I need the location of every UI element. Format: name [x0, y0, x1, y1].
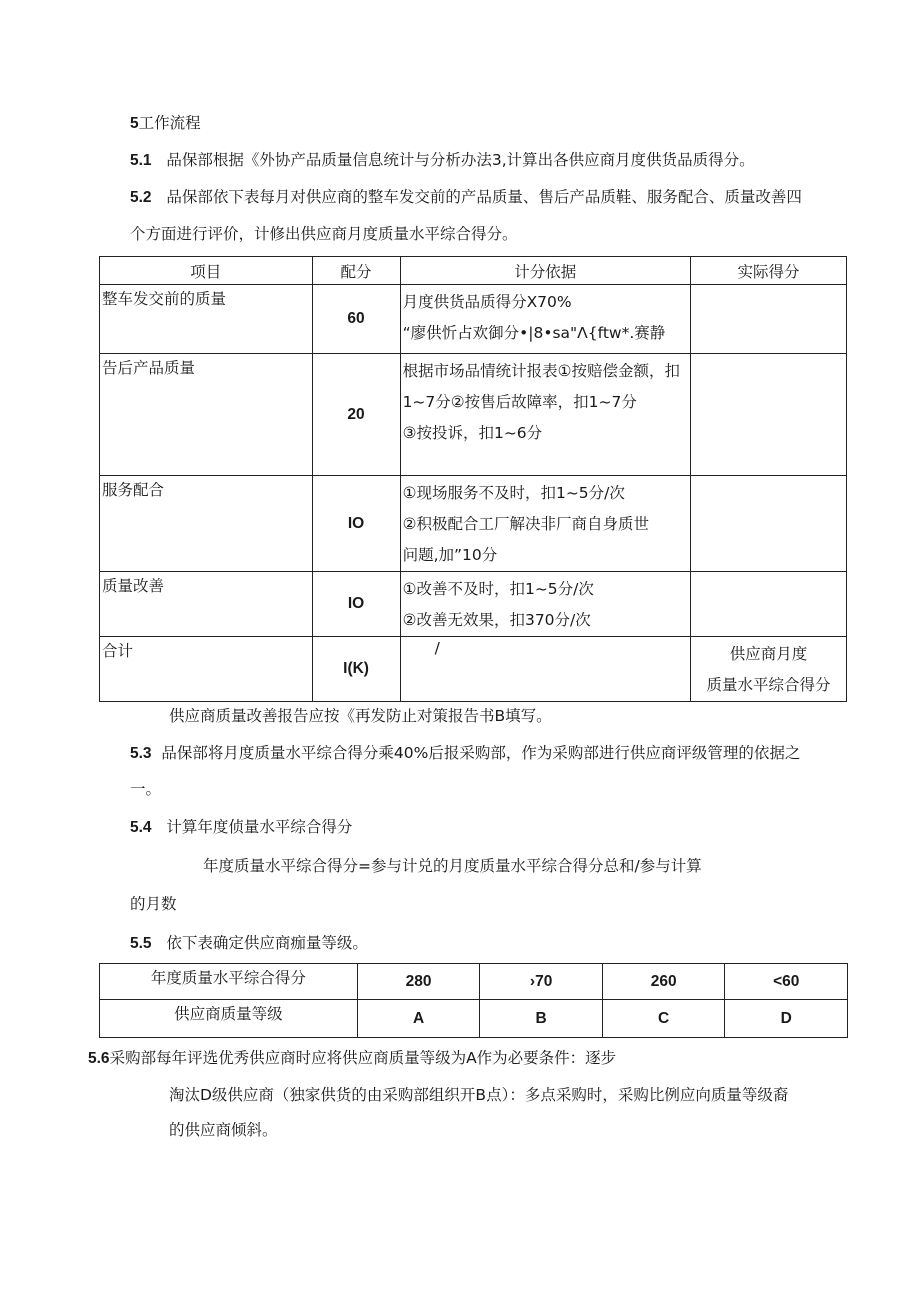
row-score: IO — [312, 476, 400, 572]
table-total-row — [100, 637, 847, 702]
total-item: 合计 — [100, 637, 313, 702]
total-basis: / — [400, 637, 690, 702]
paragraph-5-3-cont: 一。 — [130, 780, 162, 798]
total-score: I(K) — [312, 637, 400, 702]
grade-level-row — [100, 1000, 848, 1038]
table-row — [100, 354, 847, 476]
row-actual — [691, 285, 847, 354]
row-basis: 月度供货品质得分X70% “廖供忻占欢御分•|8•sa"Λ{ftw*.赛静 — [400, 285, 690, 354]
grade-score-label: 年度质量水平综合得分 — [100, 964, 358, 1000]
paragraph-5-6-end: 的供应商倾斜。 — [169, 1121, 278, 1139]
grade-score-row — [100, 964, 848, 1000]
paragraph-5-2: 5.2 品保部依下表每月对供应商的整车发交前的产品质量、售后产品质鞋、服务配合、质量改善四 — [130, 188, 802, 206]
row-item: 整车发交前的质量 — [100, 285, 313, 354]
row-score: IO — [312, 572, 400, 637]
total-actual: 供应商月度 质量水平综合得分 — [691, 637, 847, 702]
row-score: 60 — [312, 285, 400, 354]
evaluation-table — [99, 256, 847, 702]
header-item: 项目 — [100, 257, 313, 285]
paragraph-5-5: 5.5 依下表确定供应商痂量等级。 — [130, 934, 368, 952]
paragraph-5-4: 5.4 计算年度侦量水平综合得分 — [130, 818, 353, 836]
report-note: 供应商质量改善报告应按《再发防止对策报告书B填写。 — [169, 707, 552, 725]
row-basis: ①现场服务不及时，扣1~5分/次 ②积极配合工厂解决非厂商自身质世 问题,加”10分 — [400, 476, 690, 572]
paragraph-5-2-cont: 个方面进行评价，计修出供应商月度质量水平综合得分。 — [130, 225, 518, 243]
paragraph-5-3: 5.3 品保部将月度质量水平综合得分乘40%后报采购部，作为采购部进行供应商评级管理的依据之 — [130, 744, 801, 762]
grade-score-value: 260 — [602, 964, 725, 1000]
grade-level-value: B — [480, 1000, 603, 1038]
header-actual: 实际得分 — [691, 257, 847, 285]
grade-level-label: 供应商质量等级 — [100, 1000, 358, 1038]
row-actual — [691, 476, 847, 572]
paragraph-5-6-cont: 淘汰D级供应商（独家供货的由采购部组织开B点）：多点采购时，采购比例应向质量等级裔 — [169, 1086, 789, 1104]
header-score: 配分 — [312, 257, 400, 285]
header-basis: 计分依据 — [400, 257, 690, 285]
row-item: 告后产品质量 — [100, 354, 313, 476]
table-row — [100, 285, 847, 354]
section-heading: 5工作流程 — [130, 114, 201, 132]
row-item: 服务配合 — [100, 476, 313, 572]
row-actual — [691, 572, 847, 637]
table-row — [100, 572, 847, 637]
table-header-row — [100, 257, 847, 285]
paragraph-5-6: 5.6采购部每年评选优秀供应商时应将供应商质量等级为A作为必要条件：逐步 — [88, 1049, 617, 1067]
grade-level-value: C — [602, 1000, 725, 1038]
grade-level-value: A — [357, 1000, 480, 1038]
grade-score-value: 280 — [357, 964, 480, 1000]
formula-line-1: 年度质量水平综合得分=参与计兑的月度质量水平综合得分总和/参与计算 — [203, 857, 702, 875]
grade-level-value: D — [725, 1000, 848, 1038]
grade-score-value: <60 — [725, 964, 848, 1000]
row-score: 20 — [312, 354, 400, 476]
row-actual — [691, 354, 847, 476]
row-item: 质量改善 — [100, 572, 313, 637]
grade-table — [99, 963, 848, 1038]
formula-line-2: 的月数 — [130, 895, 177, 913]
row-basis: ①改善不及时，扣1~5分/次 ②改善无效果，扣370分/次 — [400, 572, 690, 637]
grade-score-value: ›70 — [480, 964, 603, 1000]
row-basis: 根据市场品情统计报表①按赔偿金额，扣 1~7分②按售后故障率，扣1~7分 ③按投诉，扣1~6分 — [400, 354, 690, 476]
paragraph-5-1: 5.1 品保部根据《外协产品质量信息统计与分析办法3,计算出各供应商月度供货品质得分。 — [130, 151, 755, 169]
table-row — [100, 476, 847, 572]
